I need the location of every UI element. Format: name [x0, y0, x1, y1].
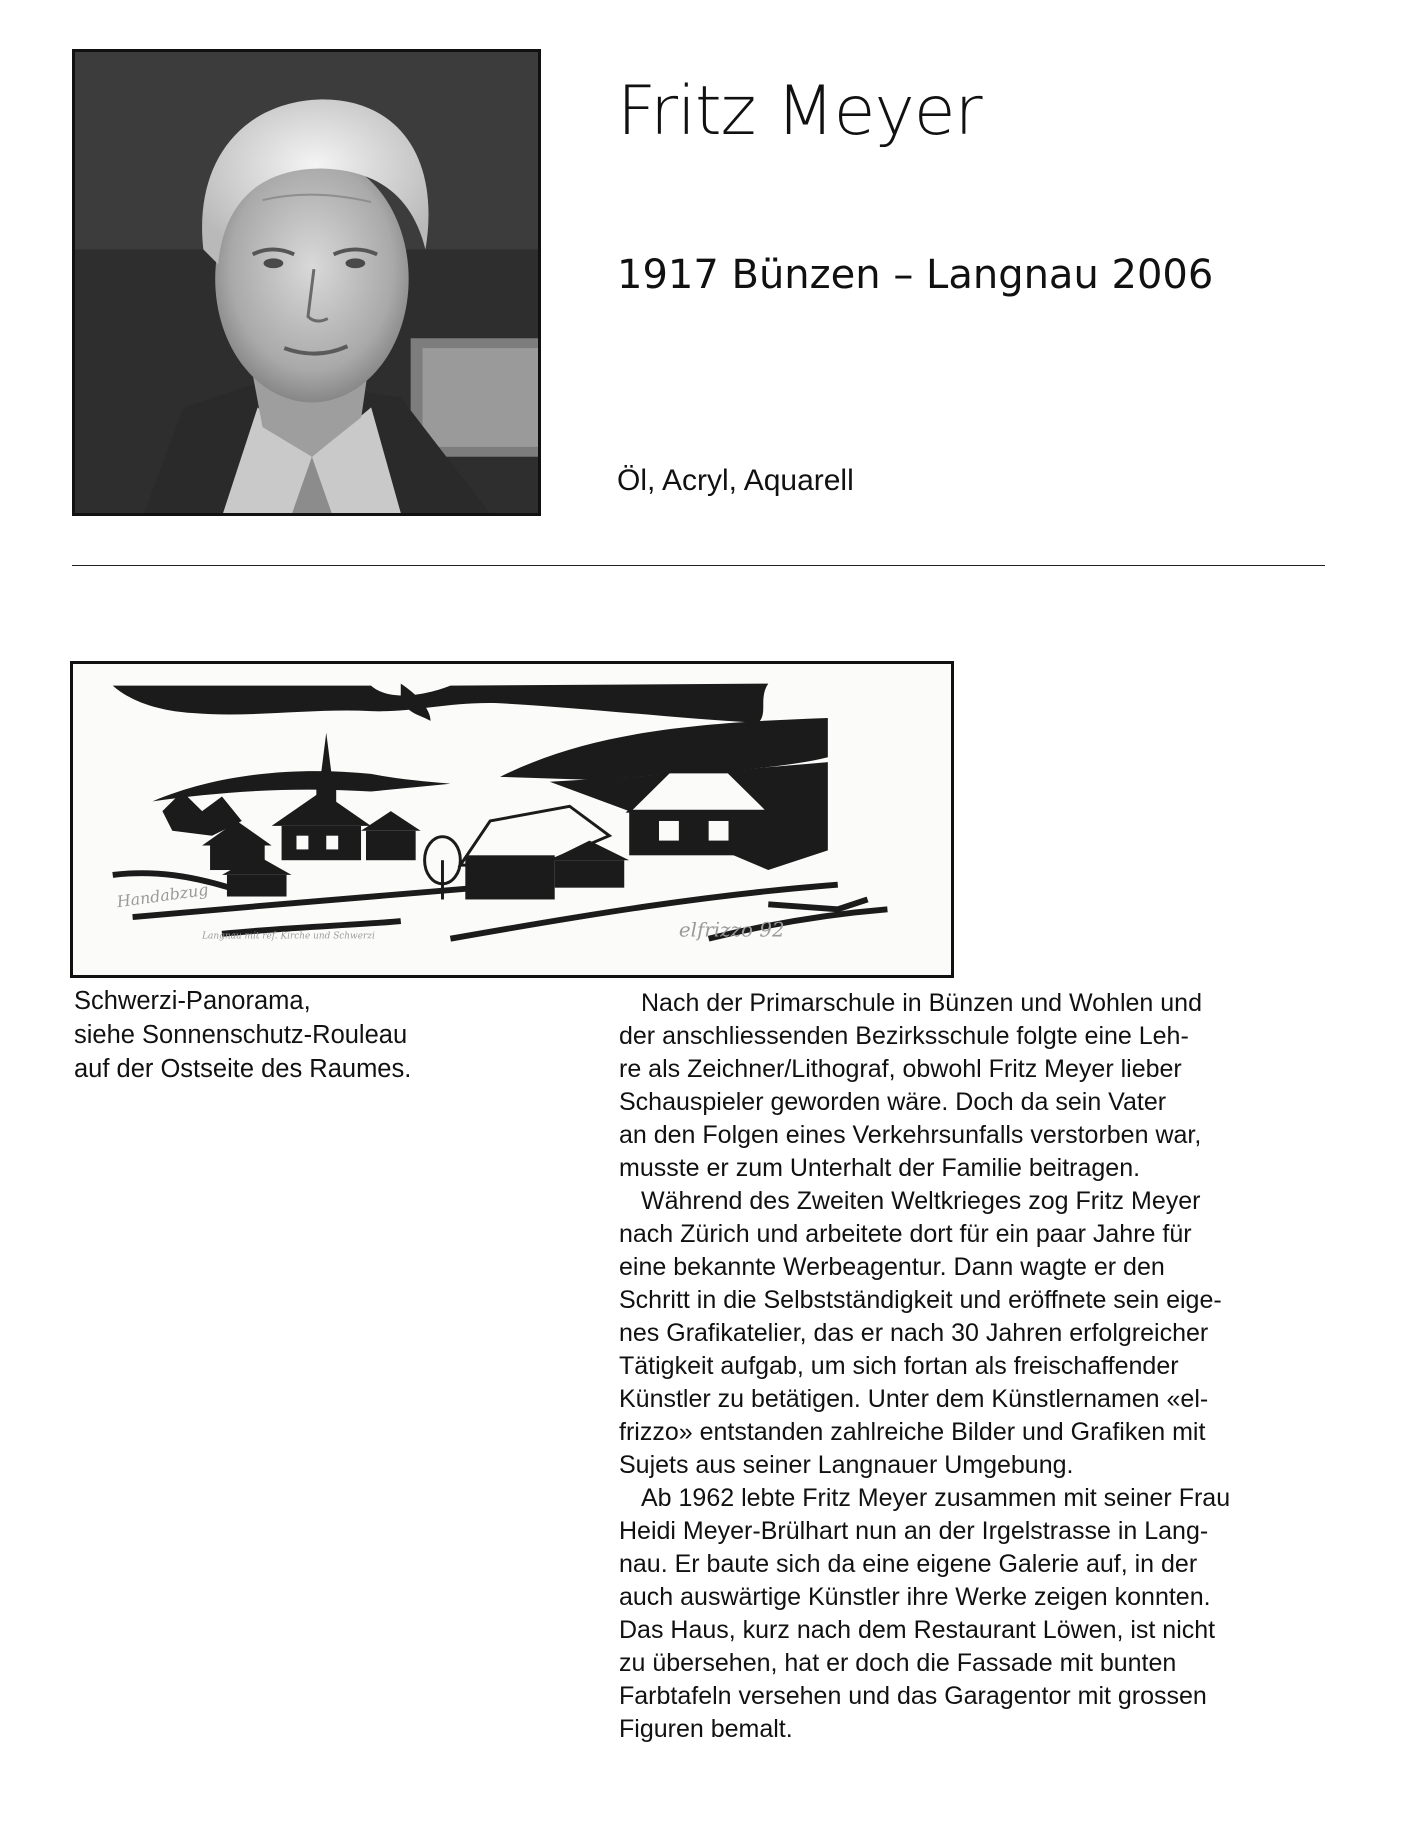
caption-line: auf der Ostseite des Raumes.: [74, 1055, 412, 1083]
biography-text: [619, 987, 1230, 1746]
caption-line: Schwerzi-Panorama,: [74, 987, 311, 1015]
text-line: Künstler zu betätigen. Unter dem Künstlernamen «el-: [619, 1385, 1209, 1413]
text-line: zu übersehen, hat er doch die Fassade mit bunten: [619, 1649, 1177, 1677]
text-line: Schauspieler geworden wäre. Doch da sein Vater: [619, 1088, 1167, 1116]
life-dates: 1917 Bünzen – Langnau 2006: [617, 252, 1214, 298]
artwork-annotation-title: Langnau mit ref. Kirche und Schwerzi: [202, 931, 375, 942]
artistic-media: Öl, Acryl, Aquarell: [617, 464, 854, 497]
text-line: Heidi Meyer-Brülhart nun an der Irgelstrasse in Lang-: [619, 1517, 1209, 1545]
text-line: Nach der Primarschule in Bünzen und Wohlen und: [641, 989, 1202, 1017]
artwork-print: [70, 661, 954, 978]
text-line: der anschliessenden Bezirksschule folgte eine Leh-: [619, 1022, 1189, 1050]
text-line: Schritt in die Selbstständigkeit und eröffnete sein eige-: [619, 1286, 1222, 1314]
artwork-annotation-left: Handabzug: [115, 879, 210, 912]
text-line: an den Folgen eines Verkehrsunfalls verstorben war,: [619, 1121, 1202, 1149]
text-line: Sujets aus seiner Langnauer Umgebung.: [619, 1451, 1074, 1479]
text-line: Figuren bemalt.: [619, 1715, 793, 1743]
artist-signature: elfrizzo 92: [678, 918, 785, 942]
text-line: Das Haus, kurz nach dem Restaurant Löwen, ist nicht: [619, 1616, 1216, 1644]
text-line: Ab 1962 lebte Fritz Meyer zusammen mit seiner Frau: [641, 1484, 1231, 1512]
caption-line: siehe Sonnenschutz-Rouleau: [74, 1021, 408, 1049]
text-line: frizzo» entstanden zahlreiche Bilder und Grafiken mit: [619, 1418, 1206, 1446]
text-line: Tätigkeit aufgab, um sich fortan als freischaffender: [619, 1352, 1179, 1380]
portrait-photo: [72, 49, 541, 516]
text-line: musste er zum Unterhalt der Familie beitragen.: [619, 1154, 1141, 1182]
artwork-caption: [74, 984, 411, 1086]
text-line: nes Grafikatelier, das er nach 30 Jahren erfolgreicher: [619, 1319, 1209, 1347]
divider-line: [72, 565, 1325, 566]
artist-name: Fritz Meyer: [617, 72, 982, 151]
text-line: Während des Zweiten Weltkrieges zog Fritz Meyer: [641, 1187, 1201, 1215]
text-line: re als Zeichner/Lithograf, obwohl Fritz Meyer lieber: [619, 1055, 1182, 1083]
text-line: nach Zürich und arbeitete dort für ein paar Jahre für: [619, 1220, 1192, 1248]
text-line: eine bekannte Werbeagentur. Dann wagte er den: [619, 1253, 1165, 1281]
text-line: Farbtafeln versehen und das Garagentor mit grossen: [619, 1682, 1207, 1710]
text-line: nau. Er baute sich da eine eigene Galerie auf, in der: [619, 1550, 1198, 1578]
text-line: auch auswärtige Künstler ihre Werke zeigen konnten.: [619, 1583, 1211, 1611]
